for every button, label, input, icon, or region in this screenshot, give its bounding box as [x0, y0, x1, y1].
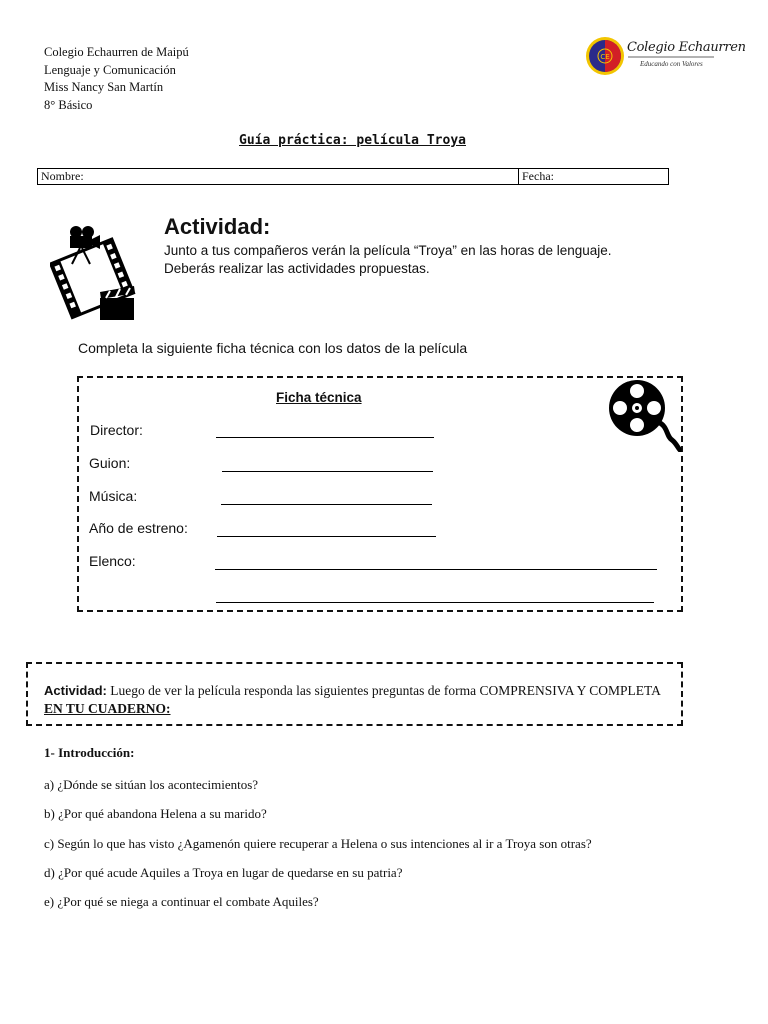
school-name: Colegio Echaurren de Maipú	[44, 45, 189, 59]
question-e: e) ¿Por qué se niega a continuar el combate Aquiles?	[44, 894, 319, 909]
director-input-line[interactable]	[216, 437, 434, 438]
ficha-instruction: Completa la siguiente ficha técnica con los datos de la película	[78, 340, 468, 356]
musica-input-line[interactable]	[221, 504, 432, 505]
guion-input-line[interactable]	[222, 471, 433, 472]
activity-2-label: Actividad:	[44, 683, 107, 698]
ficha-tecnica-box	[77, 376, 683, 612]
section-1-heading: 1- Introducción:	[44, 745, 135, 760]
elenco-input-line-2[interactable]	[216, 602, 654, 603]
question-d: d) ¿Por qué acude Aquiles a Troya en lugar de quedarse en su patria?	[44, 865, 403, 880]
question-c: c) Según lo que has visto ¿Agamenón quiere recuperar a Helena o sus intenciones al ir a Troya son otras?	[44, 836, 592, 851]
anio-label: Año de estreno:	[89, 520, 188, 536]
teacher-name: Miss Nancy San Martín	[44, 80, 164, 94]
activity-2-instruction: Luego de ver la película responda las siguientes preguntas de forma COMPRENSIVA Y COMPLETA	[110, 683, 661, 698]
elenco-input-line-1[interactable]	[215, 569, 657, 570]
name-date-box	[37, 168, 669, 185]
subject-name: Lenguaje y Comunicación	[44, 62, 176, 77]
film-strip-icon	[50, 222, 142, 322]
activity-line-2: Deberás realizar las actividades propuestas.	[164, 261, 430, 276]
date-field[interactable]: Fecha:	[522, 169, 554, 183]
film-reel-icon	[606, 378, 682, 452]
anio-input-line[interactable]	[217, 536, 436, 537]
ficha-title: Ficha técnica	[276, 390, 362, 405]
musica-label: Música:	[89, 488, 138, 504]
activity-description	[164, 242, 612, 278]
activity-2-text	[44, 682, 674, 718]
activity-2-emphasis: EN TU CUADERNO:	[44, 701, 171, 716]
activity-heading: Actividad:	[164, 214, 271, 239]
header-info	[44, 44, 189, 114]
page-title: Guía práctica: película Troya	[239, 133, 466, 148]
guion-label: Guion:	[89, 455, 131, 471]
logo-initials: CE	[600, 53, 610, 61]
logo-tagline: Educando con Valores	[640, 60, 703, 68]
question-b: b) ¿Por qué abandona Helena a su marido?	[44, 806, 267, 821]
logo-text: Colegio Echaurren	[627, 40, 746, 55]
question-a: a) ¿Dónde se sitúan los acontecimientos?	[44, 777, 259, 792]
grade-level: 8° Básico	[44, 97, 93, 112]
elenco-label: Elenco:	[89, 553, 136, 569]
activity-line-1: Junto a tus compañeros verán la película “Troya” en las horas de lenguaje.	[164, 243, 612, 258]
director-label: Director:	[90, 422, 143, 438]
box-divider	[518, 169, 519, 184]
name-field[interactable]: Nombre:	[41, 169, 84, 183]
